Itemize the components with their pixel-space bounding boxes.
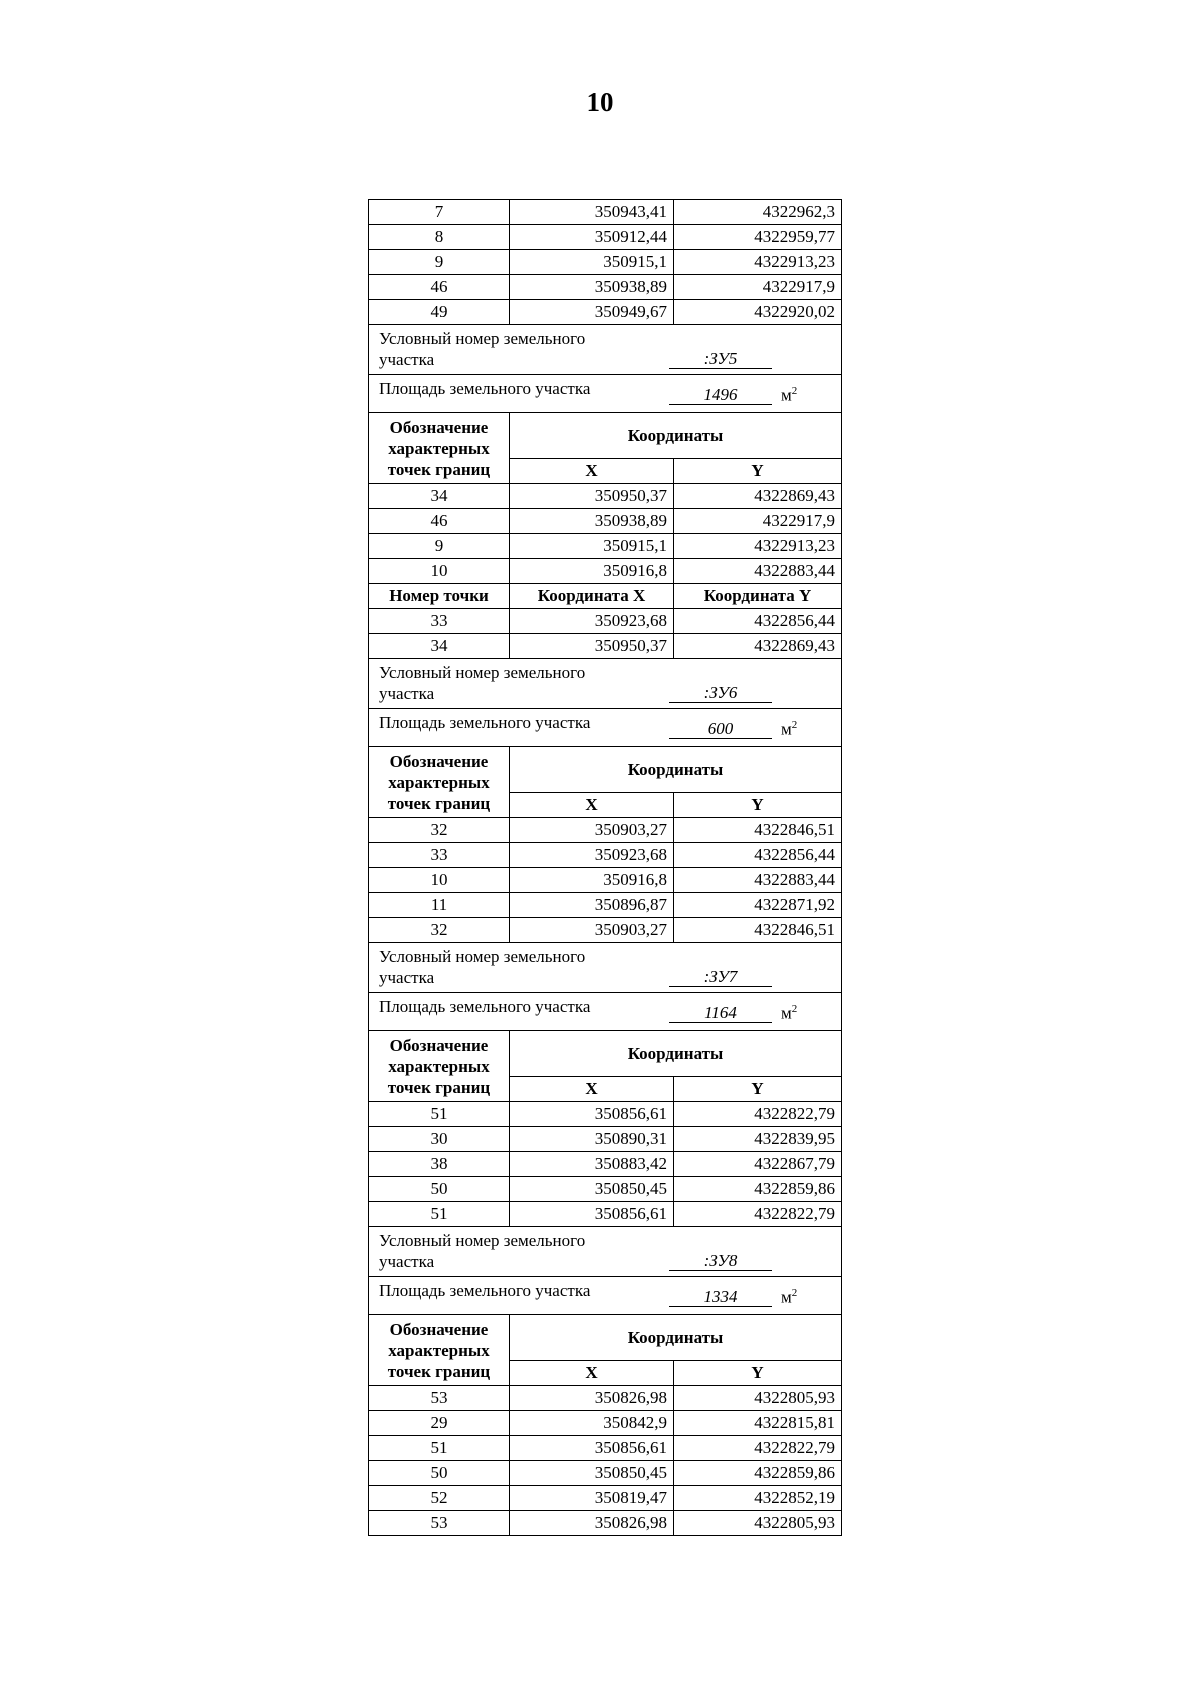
coordinates-header-row: [369, 413, 842, 459]
y-coordinate-cell: 4322867,79: [674, 1152, 842, 1177]
area-unit-text: м: [781, 1003, 792, 1023]
parcel-area-row: [369, 993, 842, 1031]
parcel-number-value: :ЗУ5: [669, 350, 772, 369]
table-row: [369, 609, 842, 634]
point-number-cell: 34: [369, 484, 510, 509]
point-number-cell: 51: [369, 1436, 510, 1461]
point-number-cell: 9: [369, 534, 510, 559]
x-coordinate-cell: 350912,44: [510, 225, 674, 250]
parcel-number-row: [369, 943, 842, 993]
x-coordinate-cell: 350950,37: [510, 634, 674, 659]
table-row: [369, 1386, 842, 1411]
y-coordinate-cell: 4322913,23: [674, 534, 842, 559]
table-row: [369, 300, 842, 325]
x-coordinate-cell: 350850,45: [510, 1177, 674, 1202]
x-coordinate-cell: 350903,27: [510, 918, 674, 943]
coordinates-header-row: [369, 747, 842, 793]
table-row: [369, 918, 842, 943]
parcel-number-label: Условный номер земельного участка: [379, 329, 586, 369]
y-coordinate-cell: 4322822,79: [674, 1102, 842, 1127]
point-number-cell: 51: [369, 1102, 510, 1127]
table-row: [369, 534, 842, 559]
table-row: [369, 1152, 842, 1177]
parcel-area-label: Площадь земельного участка: [379, 1281, 591, 1300]
point-number-cell: 49: [369, 300, 510, 325]
table-row: [369, 484, 842, 509]
x-header: X: [510, 459, 674, 484]
y-coordinate-cell: 4322822,79: [674, 1436, 842, 1461]
x-coordinate-cell: 350819,47: [510, 1486, 674, 1511]
x-coordinate-cell: 350943,41: [510, 200, 674, 225]
y-coordinate-cell: 4322917,9: [674, 509, 842, 534]
area-unit: [781, 715, 797, 740]
coordinates-header-row: [369, 1031, 842, 1077]
y-coordinate-cell: 4322871,92: [674, 893, 842, 918]
x-coordinate-cell: 350856,61: [510, 1202, 674, 1227]
point-designation-header: Обозначение характерных точек границ: [369, 747, 510, 818]
parcel-number-row: [369, 1227, 842, 1277]
y-coordinate-cell: 4322859,86: [674, 1461, 842, 1486]
x-coordinate-cell: 350915,1: [510, 534, 674, 559]
y-coordinate-cell: 4322883,44: [674, 868, 842, 893]
y-coordinate-cell: 4322805,93: [674, 1511, 842, 1536]
y-coordinate-cell: 4322805,93: [674, 1386, 842, 1411]
x-coordinate-cell: 350883,42: [510, 1152, 674, 1177]
point-designation-header: Обозначение характерных точек границ: [369, 413, 510, 484]
x-coordinate-cell: 350890,31: [510, 1127, 674, 1152]
coordinates-document: [368, 199, 841, 1536]
point-number-cell: 32: [369, 918, 510, 943]
coordinates-table: [368, 199, 842, 1536]
parcel-number-label: Условный номер земельного участка: [379, 947, 586, 987]
x-coordinate-cell: 350915,1: [510, 250, 674, 275]
y-coordinate-cell: 4322846,51: [674, 918, 842, 943]
y-coordinate-cell: 4322839,95: [674, 1127, 842, 1152]
x-header: X: [510, 1077, 674, 1102]
y-header: Y: [674, 793, 842, 818]
area-unit-exponent: 2: [791, 385, 798, 397]
table-row: [369, 1127, 842, 1152]
x-coordinate-cell: 350896,87: [510, 893, 674, 918]
parcel-number-value: :ЗУ7: [669, 968, 772, 987]
table-row: [369, 634, 842, 659]
table-row: [369, 893, 842, 918]
parcel-area-label: Площадь земельного участка: [379, 997, 591, 1016]
area-unit-text: м: [781, 719, 792, 739]
area-unit-exponent: 2: [791, 719, 798, 731]
x-coordinate-cell: 350950,37: [510, 484, 674, 509]
coordinates-header: Координаты: [510, 1031, 842, 1077]
x-coordinate-cell: 350903,27: [510, 818, 674, 843]
point-number-cell: 10: [369, 868, 510, 893]
table-row: [369, 1486, 842, 1511]
parcel-area-row: [369, 375, 842, 413]
parcel-area-value: 1164: [669, 1004, 772, 1023]
y-coordinate-cell: 4322815,81: [674, 1411, 842, 1436]
table-row: [369, 1511, 842, 1536]
parcel-area-value: 1334: [669, 1288, 772, 1307]
parcel-number-value: :ЗУ6: [669, 684, 772, 703]
table-row: [369, 818, 842, 843]
parcel-area-row: [369, 709, 842, 747]
area-unit: [781, 999, 797, 1024]
y-coordinate-cell: 4322859,86: [674, 1177, 842, 1202]
x-header: X: [510, 793, 674, 818]
parcel-number-value: :ЗУ8: [669, 1252, 772, 1271]
x-coordinate-cell: 350842,9: [510, 1411, 674, 1436]
y-coordinate-cell: 4322852,19: [674, 1486, 842, 1511]
x-coordinate-cell: 350856,61: [510, 1436, 674, 1461]
coordinates-header: Координаты: [510, 413, 842, 459]
area-unit: [781, 1283, 797, 1308]
point-number-cell: 51: [369, 1202, 510, 1227]
point-designation-header: Обозначение характерных точек границ: [369, 1031, 510, 1102]
point-number-cell: 8: [369, 225, 510, 250]
y-header: Y: [674, 1077, 842, 1102]
point-number-cell: 32: [369, 818, 510, 843]
point-number-header: Номер точки: [369, 584, 510, 609]
point-designation-header: Обозначение характерных точек границ: [369, 1315, 510, 1386]
table-row: [369, 1436, 842, 1461]
point-number-cell: 29: [369, 1411, 510, 1436]
point-number-header-row: [369, 584, 842, 609]
table-row: [369, 868, 842, 893]
area-unit-exponent: 2: [791, 1287, 798, 1299]
y-coordinate-cell: 4322920,02: [674, 300, 842, 325]
table-row: [369, 1202, 842, 1227]
y-header: Y: [674, 459, 842, 484]
point-number-cell: 46: [369, 509, 510, 534]
table-row: [369, 843, 842, 868]
point-number-cell: 30: [369, 1127, 510, 1152]
area-unit-exponent: 2: [791, 1003, 798, 1015]
parcel-number-label: Условный номер земельного участка: [379, 1231, 586, 1271]
parcel-area-value: 600: [669, 720, 772, 739]
point-number-cell: 50: [369, 1461, 510, 1486]
point-number-cell: 53: [369, 1511, 510, 1536]
x-coordinate-cell: 350938,89: [510, 509, 674, 534]
table-row: [369, 1461, 842, 1486]
x-coordinate-cell: 350949,67: [510, 300, 674, 325]
area-unit: [781, 381, 797, 406]
coordinates-header: Координаты: [510, 747, 842, 793]
coordinates-header: Координаты: [510, 1315, 842, 1361]
point-number-cell: 33: [369, 843, 510, 868]
y-coordinate-cell: 4322856,44: [674, 609, 842, 634]
x-coordinate-cell: 350826,98: [510, 1511, 674, 1536]
table-row: [369, 250, 842, 275]
x-coordinate-cell: 350916,8: [510, 559, 674, 584]
y-coordinate-cell: 4322856,44: [674, 843, 842, 868]
y-coordinate-cell: 4322959,77: [674, 225, 842, 250]
point-number-cell: 50: [369, 1177, 510, 1202]
x-header: X: [510, 1361, 674, 1386]
x-coordinate-cell: 350923,68: [510, 843, 674, 868]
table-row: [369, 559, 842, 584]
point-number-cell: 38: [369, 1152, 510, 1177]
y-coordinate-cell: 4322917,9: [674, 275, 842, 300]
point-number-cell: 7: [369, 200, 510, 225]
table-row: [369, 1102, 842, 1127]
y-coordinate-cell: 4322883,44: [674, 559, 842, 584]
y-coordinate-cell: 4322822,79: [674, 1202, 842, 1227]
point-number-cell: 46: [369, 275, 510, 300]
parcel-number-label: Условный номер земельного участка: [379, 663, 586, 703]
y-coordinate-cell: 4322962,3: [674, 200, 842, 225]
table-row: [369, 509, 842, 534]
point-number-cell: 11: [369, 893, 510, 918]
parcel-number-row: [369, 325, 842, 375]
coord-y-header: Координата Y: [674, 584, 842, 609]
y-coordinate-cell: 4322846,51: [674, 818, 842, 843]
y-coordinate-cell: 4322869,43: [674, 484, 842, 509]
table-row: [369, 1177, 842, 1202]
point-number-cell: 34: [369, 634, 510, 659]
point-number-cell: 52: [369, 1486, 510, 1511]
point-number-cell: 53: [369, 1386, 510, 1411]
y-header: Y: [674, 1361, 842, 1386]
y-coordinate-cell: 4322869,43: [674, 634, 842, 659]
parcel-area-label: Площадь земельного участка: [379, 379, 591, 398]
y-coordinate-cell: 4322913,23: [674, 250, 842, 275]
point-number-cell: 10: [369, 559, 510, 584]
table-row: [369, 275, 842, 300]
area-unit-text: м: [781, 1287, 792, 1307]
x-coordinate-cell: 350938,89: [510, 275, 674, 300]
page-number: 10: [586, 87, 614, 117]
x-coordinate-cell: 350850,45: [510, 1461, 674, 1486]
point-number-cell: 33: [369, 609, 510, 634]
parcel-area-value: 1496: [669, 386, 772, 405]
area-unit-text: м: [781, 385, 792, 405]
x-coordinate-cell: 350856,61: [510, 1102, 674, 1127]
parcel-number-row: [369, 659, 842, 709]
parcel-area-label: Площадь земельного участка: [379, 713, 591, 732]
coordinates-header-row: [369, 1315, 842, 1361]
coord-x-header: Координата X: [510, 584, 674, 609]
point-number-cell: 9: [369, 250, 510, 275]
x-coordinate-cell: 350916,8: [510, 868, 674, 893]
table-row: [369, 1411, 842, 1436]
x-coordinate-cell: 350826,98: [510, 1386, 674, 1411]
parcel-area-row: [369, 1277, 842, 1315]
table-row: [369, 225, 842, 250]
table-row: [369, 200, 842, 225]
x-coordinate-cell: 350923,68: [510, 609, 674, 634]
